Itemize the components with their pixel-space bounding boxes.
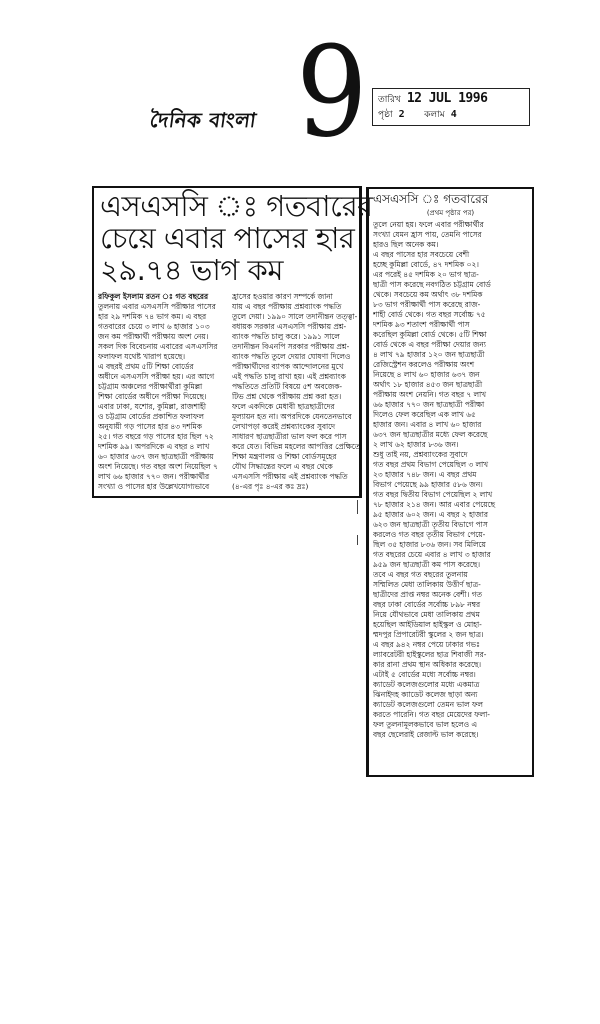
text-line: অনুযায়ী গড় পাসের হার ৪৩ দশমিক (98, 422, 202, 431)
text-line: ব্যাংক পদ্ধতি চালু করে। ১৯৯১ সালে (232, 332, 340, 341)
main-article-clipping (92, 186, 373, 498)
text-line: ঝিনাইদহ ক্যাডেট কলেজ ছাড়া অন্য (373, 690, 478, 699)
text-line: ছাত্রীদের প্রাপ্ত নম্বর অনেক বেশী। গত (373, 590, 482, 599)
text-line: ফল তুলনামূলকভাবে ভাল হলেও এ (373, 720, 478, 729)
article-column-b (232, 292, 360, 492)
continuation-clipping (366, 187, 534, 777)
text-line: (৪-এর পৃঃ ৪-এর কঃ দ্রঃ) (232, 482, 309, 491)
text-line: তদানীন্তন বিএনপি সরকার পরীক্ষায় প্রশ্ন- (232, 342, 350, 351)
text-line: রফিকুল ইসলাম রতন ঃ গত বছরের (98, 292, 209, 301)
stamp-column-value: 4 (450, 109, 457, 120)
text-line: ৪ লাখ ৭৯ হাজার ১২০ জন ছাত্রছাত্রী (373, 350, 485, 359)
text-line: শিক্ষা বোর্ডের অধীনে পরীক্ষা দিয়েছে। (98, 392, 207, 401)
text-line: ৬৬ হাজার ৭৭০ জন ছাত্রছাত্রী পরীক্ষা (373, 400, 485, 409)
text-line: মূল্যায়ন হত না। অপরদিকে যেনতেনভাবে (232, 412, 352, 421)
text-line: দশমিক ৯৯। অপরদিকে এ বছর ৪ লাখ (98, 442, 210, 451)
stamp-date-value: 12 JUL 1996 (406, 91, 488, 106)
text-line: হয়েছিল আইডিয়াল হাইস্কুল ও মোহা- (373, 620, 482, 629)
text-line: ছাত্রী পাস করেছে নবগঠিত চট্টগ্রাম বোর্ড (373, 280, 491, 289)
text-line: পদ্ধতিতে প্রতিটি বিষয়ে ৫শ অবজেক- (232, 382, 343, 391)
article-headline (100, 189, 373, 287)
text-line: হারও ছিল অনেক কম। (373, 240, 439, 249)
text-line: শাহী বোর্ড থেকে। গত বছর সর্বোচ্চ ৭৫ (373, 310, 486, 319)
continuation-body (373, 220, 531, 740)
text-line: হ্রাসের হওয়ার কারণ সম্পর্কে জানা (232, 292, 333, 301)
text-line: বছর ছেলেরাই রেজাল্ট ভাল করেছে। (373, 730, 479, 739)
text-line: অধীনে এসএসসি পরীক্ষা হয়। এর আগে (98, 372, 215, 381)
text-line: নিয়ে যৌথভাবে মেধা তালিকায় প্রথম (373, 610, 480, 619)
text-line: ৬৩৭ জন ছাত্রছাত্রীর মধ্যে ফেল করেছে (373, 430, 488, 439)
text-line: ফলাফল যথেষ্ট খারাপ হয়েছে। (98, 352, 185, 361)
text-line: ছিল ৩৫ হাজার ৮৩৬ জন। সব মিলিয়ে (373, 540, 486, 549)
text-line: সম্মিলিত মেধা তালিকায় উত্তীর্ণ ছাত্র- (373, 580, 481, 589)
text-line: এ বছর ৯৪২ নম্বর পেয়ে ঢাকার গভঃ (373, 640, 480, 649)
text-line: গত বছর প্রথম বিভাগ পেয়েছিল ৩ লাখ (373, 460, 489, 469)
text-line: দশমিক ৯৩ শতাংশ পরীক্ষার্থী পাস (373, 320, 470, 329)
text-line: ৯৫ হাজার ৬০২ জন। এ বছর ২ হাজার (373, 510, 488, 519)
text-line: পরীক্ষার্থীদের ব্যাপক আন্দোলনের মুখে (232, 362, 344, 371)
text-line: টিভ প্রশ্ন থেকে পরীক্ষায় প্রশ্ন করা হত। (232, 392, 342, 401)
text-line: গত বছরের চেয়ে এবার ৪ লাখ ৩ হাজার (373, 550, 491, 559)
text-line: লেখাপড়া করেই প্রশ্নব্যাংকের সুবাদে (232, 422, 335, 431)
scan-mark (357, 535, 358, 545)
text-line: যায় এ বছর পরীক্ষায় প্রশ্নব্যাংক পদ্ধতি (232, 302, 342, 311)
article-column-a (98, 292, 226, 492)
text-line: ৯৫৯ জন ছাত্রছাত্রী কম পাস করেছে। (373, 560, 480, 569)
text-line: ক্যাডেট কলেজগুলো তেমন ভাল ফল (373, 700, 483, 709)
text-line: এ বছরই প্রথম ৫টি শিক্ষা বোর্ডের (98, 362, 194, 371)
continuation-title: এসএসসি ঃ গতবারের (373, 192, 489, 206)
text-line: শিক্ষা মন্ত্রণালয় ও শিক্ষা বোর্ডসমূহের (232, 452, 337, 461)
text-line: তুলে নেয়া হয়। ফলে এবার পরীক্ষার্থীর (373, 220, 484, 229)
text-line: সংখ্যা যেমন হ্রাস পায়, তেমনি পাসের (373, 230, 482, 239)
text-line: দিলেও ফেল করেছিল এক লাখ ৬৫ (373, 410, 476, 419)
text-line: তবে এ বছর গত বছরের তুলনায় (373, 570, 468, 579)
text-line: ২৩ হাজার ৭৪৮ জন। এ বছর প্রথম (373, 470, 477, 479)
text-line: ক্যাডেট কলেজগুলোর মধ্যে একমাত্র (373, 680, 480, 689)
stamp-date-label: তারিখ (378, 95, 401, 105)
text-line: থেকে। সবচেয়ে কম অর্থাৎ ৩৮ দশমিক (373, 290, 483, 299)
text-line: ২৫। গত বছরে গড় পাসের হার ছিল ৭২ (98, 432, 214, 441)
text-line: সকল দিক বিবেচনায় এবারের এসএসসির (98, 342, 218, 351)
text-line: ও চট্টগ্রাম বোর্ডের প্রকাশিত ফলাফল (98, 412, 204, 421)
text-line: এর পরেই ৪৫ দশমিক ২০ ভাগ ছাত্র- (373, 270, 479, 279)
text-line: করে যেত। বিভিন্ন মহলের আপত্তির প্রেক্ষিতে (232, 442, 360, 451)
text-line: জন কম পরীক্ষার্থী পরীক্ষায় অংশ নেয়। (98, 332, 209, 341)
text-line: ফলে একদিকে মেধাবী ছাত্রছাত্রীদের (232, 402, 335, 411)
text-line: বোর্ড থেকে এ বছর পরীক্ষা দেয়ার জন্য (373, 340, 486, 349)
stamp-page-label: পৃষ্ঠা (378, 110, 393, 120)
text-line: গতবারের চেয়ে ৩ লাখ ৬ হাজার ১০৩ (98, 322, 210, 331)
text-line: পরীক্ষায় অংশ নেয়নি। গত বছর ৭ লাখ (373, 390, 487, 399)
text-line: লাখ ৬৬ হাজার ৭৭০ জন। পরীক্ষার্থীর (98, 472, 210, 481)
text-line: ম্মদপুর প্রিপারেটরী স্কুলের ২ জন ছাত্র। (373, 630, 484, 639)
text-line: তুলে দেয়া। ১৯৯০ সালে তদানীন্তন তত্ত্বা- (232, 312, 358, 321)
text-line: সাধারণ ছাত্রছাত্রীরা ভাল ফল করে পাস (232, 432, 347, 441)
date-stamp (372, 88, 530, 126)
headline-line: এসএসসি ঃ গতবারের (100, 189, 373, 223)
text-line: ২ লাখ ৬২ হাজার ৮৩৬ জন। (373, 440, 459, 449)
text-line: এ বছর পাসের হার সবচেয়ে বেশী (373, 250, 470, 259)
text-line: হাজার জন। এবার ৪ লাখ ৬০ হাজার (373, 420, 482, 429)
text-line: সংখ্যা ও পাসের হার উল্লেখযোগ্যভাবে (98, 482, 210, 491)
text-line: নিয়েছে ৪ লাখ ৬০ হাজার ৬৩৭ জন (373, 370, 480, 379)
text-line: করেছিল কুমিল্লা বোর্ড থেকে। ৫টি শিক্ষা (373, 330, 487, 339)
text-line: বিভাগ পেয়েছে ৯৯ হাজার ৫৮৬ জন। (373, 480, 483, 489)
text-line: ৬০ হাজার ৬৩৭ জন ছাত্রছাত্রী পরীক্ষায় (98, 452, 214, 461)
continuation-subtitle: (প্রথম পৃষ্ঠার পর) (426, 209, 475, 217)
handwritten-page-mark: 9 (295, 20, 368, 165)
headline-line: চেয়ে এবার পাসের হার (100, 221, 355, 255)
text-line: রেজিস্ট্রেশন করলেও পরীক্ষায় অংশ (373, 360, 474, 369)
text-line: এটাই ৫ বোর্ডের মধ্যে সর্বোচ্চ নম্বর। (373, 670, 476, 679)
stamp-column-label: কলাম (424, 110, 445, 120)
scan-mark (357, 500, 358, 514)
text-line: এই পদ্ধতি চালু রাখা হয়। এই প্রশ্নব্যাংক (232, 372, 346, 381)
text-line: এবার ঢাকা, যশোর, কুমিল্লা, রাজশাহী (98, 402, 206, 411)
text-line: বছর ঢাকা বোর্ডের সর্বোচ্চ ৮৯৮ নম্বর (373, 600, 481, 609)
text-line: ৭৮ হাজার ২১৪ জন। আর এবার পেয়েছে (373, 500, 496, 509)
text-line: ব্যাংক পদ্ধতি তুলে দেয়ার ঘোষণা দিলেও (232, 352, 351, 361)
text-line: করতে পারেনি। গত বছর মেয়েদের ফলা- (373, 710, 490, 719)
text-line: এসএসসি পরীক্ষায় এই প্রশ্নব্যাংক পদ্ধতি (232, 472, 348, 481)
text-line: হার ২৯ দশমিক ৭৪ ভাগ কম। এ বছর (98, 312, 207, 321)
text-line: ৮৩ ভাগ পরীক্ষার্থী পাস করেছে রাজ- (373, 300, 481, 309)
text-line: যৌথ সিদ্ধান্তের ফলে এ বছর থেকে (232, 462, 333, 471)
text-line: হচ্ছে কুমিল্লা বোর্ডে, ৪৭ দশমিক ০২। (373, 260, 479, 269)
text-line: শুধু তাই নয়, প্রশ্নব্যাংকের সুবাদে (373, 450, 468, 459)
text-line: অর্থাৎ ১৮ হাজার ৪৫৩ জন ছাত্রছাত্রী (373, 380, 483, 389)
text-line: বধায়ক সরকার এসএসসি পরীক্ষায় প্রশ্ন- (232, 322, 347, 331)
headline-line: ২৯.৭৪ ভাগ কম (100, 253, 283, 287)
text-line: চট্টগ্রাম অঞ্চলের পরীক্ষার্থীরা কুমিল্লা (98, 382, 203, 391)
text-line: ল্যাবরেটরী হাইস্কুলের ছাত্র শিবাজী সর- (373, 650, 487, 659)
text-line: গত বছর দ্বিতীয় বিভাগ পেয়েছিল ২ লাখ (373, 490, 493, 499)
text-line: তুলনায় এবার এসএসসি পরীক্ষার পাসের (98, 302, 216, 311)
text-line: অংশ নিয়েছে। গত বছর অংশ নিয়েছিল ৭ (98, 462, 218, 471)
text-line: করলেও গত বছর তৃতীয় বিভাগ পেয়ে- (373, 530, 486, 539)
text-line: কার রানা প্রথম স্থান অধিকার করেছে। (373, 660, 482, 669)
newspaper-masthead: দৈনিক বাংলা (148, 108, 259, 132)
stamp-page-value: 2 (398, 109, 405, 120)
text-line: ৬২৩ জন ছাত্রছাত্রী তৃতীয় বিভাগে পাস (373, 520, 488, 529)
